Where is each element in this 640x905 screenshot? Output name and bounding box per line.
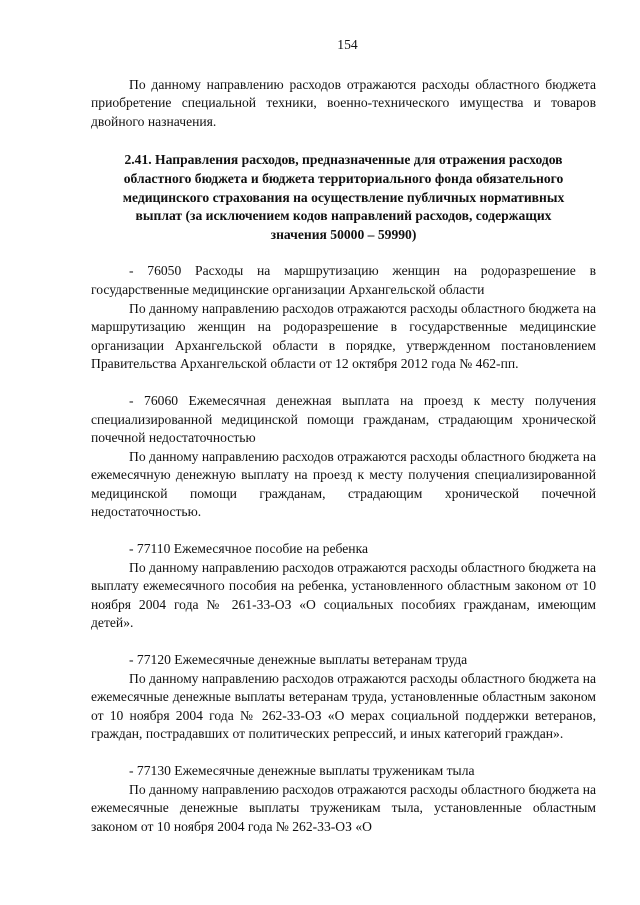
item-title: - 76060 Ежемесячная денежная выплата на проезд к месту получения специализированной медицинской помощи гражданам, страдающим хронической почечной недостаточностью xyxy=(91,392,596,446)
intro-paragraph: По данному направлению расходов отражаются расходы областного бюджета приобретение специальной техники, военно-технического имущества и товаров двойного назначения. xyxy=(91,76,596,129)
item-title: - 76050 Расходы на маршрутизацию женщин на родоразрешение в государственные медицинские организации Архангельской области xyxy=(91,263,596,297)
list-item xyxy=(91,651,596,744)
list-item xyxy=(91,262,596,374)
page-number: 154 xyxy=(337,37,358,52)
list-item xyxy=(91,540,596,633)
item-title: - 77130 Ежемесячные денежные выплаты труженикам тыла xyxy=(129,763,475,778)
section-heading: 2.41. Направления расходов, предназначенные для отражения расходов областного бюджета и бюджета территориального фонда обязательного медицинского страхования на осуществление публичных нормативных выплат (за исключением кодов направлений расходов, содержащих значения 50000 – 59990) xyxy=(122,152,565,242)
item-text: По данному направлению расходов отражаются расходы областного бюджета на ежемесячную денежную выплату на проезд к месту получения специализированной медицинской помощи гражданам, страдающим хронической почечной недостаточностью. xyxy=(91,448,596,520)
item-text: По данному направлению расходов отражаются расходы областного бюджета на ежемесячные денежные выплаты труженикам тыла, установленные областным законом от 10 ноября 2004 года № 262-33-ОЗ «О xyxy=(91,781,596,834)
item-text: По данному направлению расходов отражаются расходы областного бюджета на маршрутизацию женщин на родоразрешение в государственные медицинские организации Архангельской области в порядке, утвержденном постановлением Правительства Архангельской области от 12 октября 2012 года № 462-пп. xyxy=(91,300,596,372)
item-text: По данному направлению расходов отражаются расходы областного бюджета на выплату ежемесячного пособия на ребенка, установленного областным законом от 10 ноября 2004 года № 261-33-ОЗ «О социальных пособиях гражданам, имеющим детей». xyxy=(91,559,596,631)
item-text: По данному направлению расходов отражаются расходы областного бюджета на ежемесячные денежные выплаты ветеранам труда, установленные областным законом от 10 ноября 2004 года № 262-33-ОЗ «О мерах социальной поддержки ветеранов, граждан, пострадавших от политических репрессий, и иных категорий граждан». xyxy=(91,670,596,742)
list-item xyxy=(91,762,596,836)
item-title: - 77120 Ежемесячные денежные выплаты ветеранам труда xyxy=(129,652,468,668)
item-title: - 77110 Ежемесячное пособие на ребенка xyxy=(129,541,368,557)
list-item xyxy=(91,392,596,522)
